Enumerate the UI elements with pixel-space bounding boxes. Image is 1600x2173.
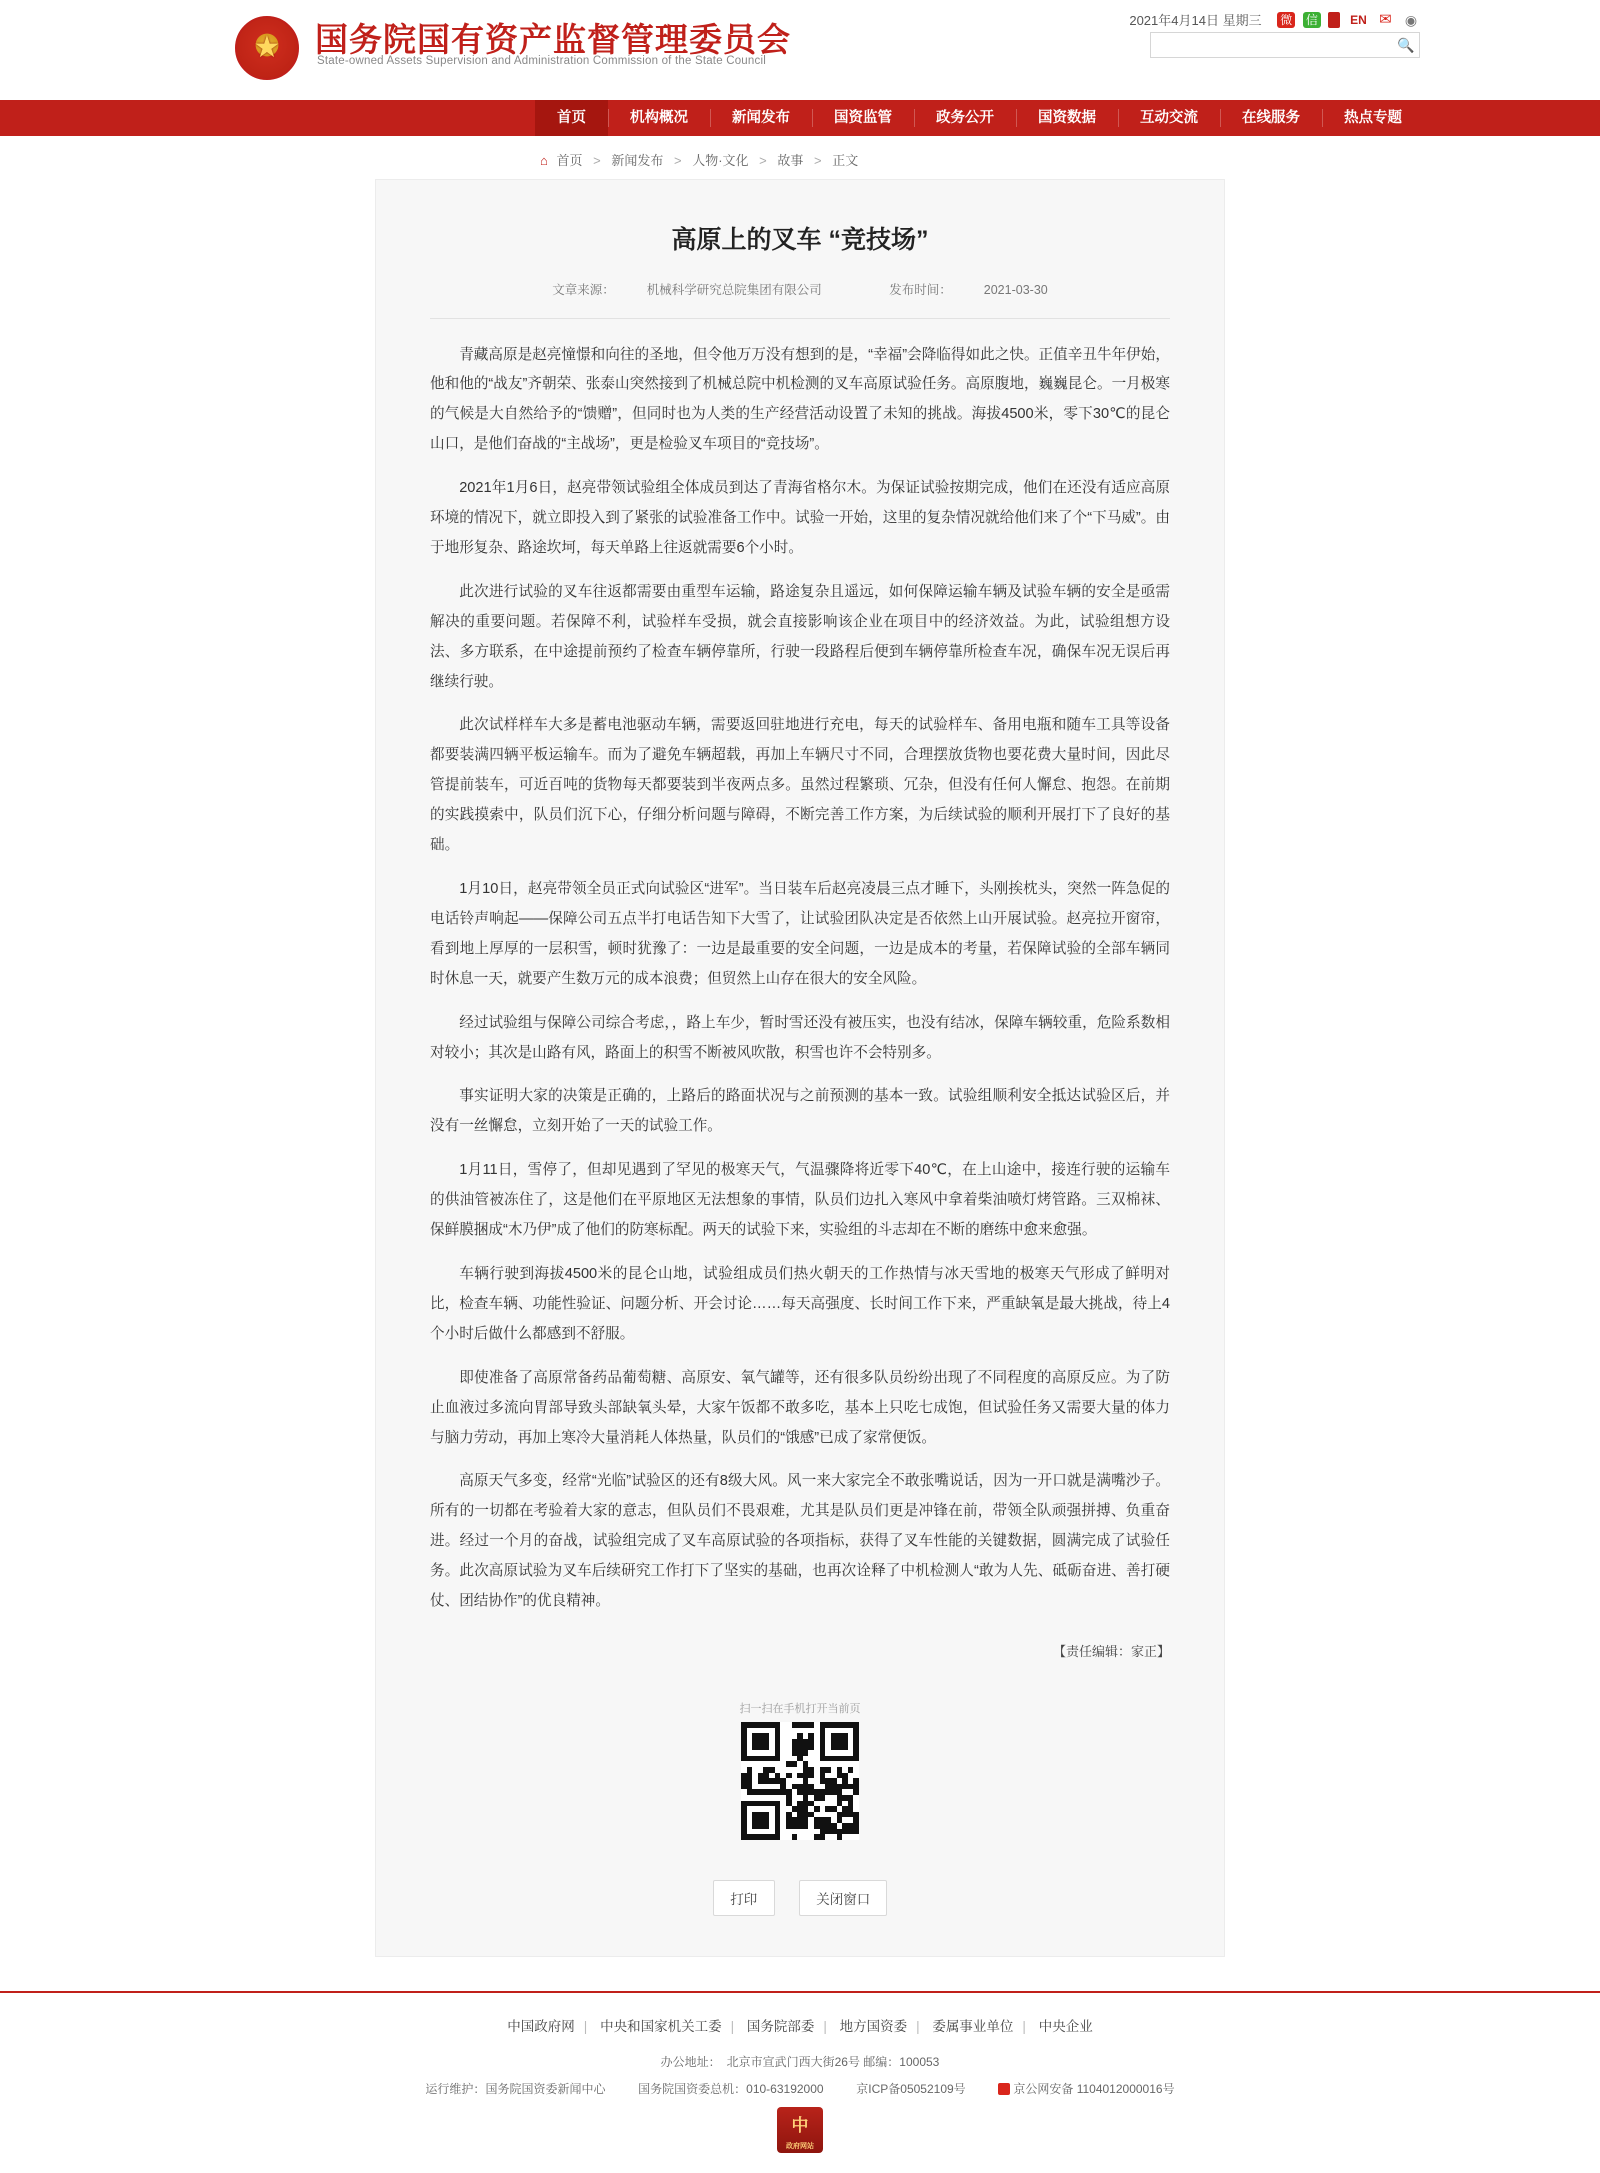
article-paragraph: 此次进行试验的叉车往返都需要由重型车运输，路途复杂且遥远，如何保障运输车辆及试验车辆的安全是亟需解决的重要问题。若保障不利，试验样车受损，就会直接影响该企业在项目中的经济效益。为此，试验组想方设法、多方联系，在中途提前预约了检查车辆停靠所，行驶一段路程后便到车辆停靠所检查车况，确保车况无误后再继续行驶。 bbox=[430, 583, 1170, 690]
footer-maintain-label: 运行维护： bbox=[425, 2081, 486, 2096]
national-emblem-icon: ★ bbox=[235, 16, 299, 80]
footer-link-affiliated-units[interactable]: 委属事业单位 bbox=[932, 2018, 1014, 2034]
article-paragraph: 1月10日，赵亮带领全员正式向试验区“进军”。当日装车后赵亮凌晨三点才睡下，头刚挨枕头，突然一阵急促的电话铃声响起——保障公司五点半打电话告知下大雪了，让试验团队决定是否依然上山开展试验。赵亮拉开窗帘，看到地上厚厚的一层积雪，顿时犹豫了：一边是最重要的安全问题，一边是成本的考量，若保障试验的全部车辆同时休息一天，就要产生数万元的成本浪费；但贸然上山存在很大的安全风险。 bbox=[430, 881, 1170, 987]
article-paragraph: 车辆行驶到海拔4500米的昆仑山地，试验组成员们热火朝天的工作热情与冰天雪地的极寒天气形成了鲜明对比，检查车辆、功能性验证、问题分析、开会讨论……每天高强度、长时间工作下来，严重缺氧是最大挑战，待上4个小时后做什么都感到不舒服。 bbox=[430, 1265, 1170, 1342]
breadcrumb bbox=[180, 136, 1420, 179]
close-window-button[interactable]: 关闭窗口 bbox=[799, 1880, 887, 1916]
article-source bbox=[536, 283, 841, 297]
footer-separator: | bbox=[1022, 2018, 1026, 2034]
home-icon: ⌂ bbox=[540, 153, 548, 168]
language-en-link[interactable]: EN bbox=[1350, 12, 1367, 27]
article-action-buttons bbox=[430, 1880, 1170, 1916]
rss-icon[interactable]: ◉ bbox=[1404, 11, 1418, 28]
footer-separator: | bbox=[730, 2018, 735, 2034]
site-footer bbox=[0, 1991, 1600, 2173]
footer-links bbox=[0, 2015, 1600, 2035]
breadcrumb-item-news[interactable]: 新闻发布 bbox=[611, 153, 664, 168]
nav-item-interaction[interactable]: 互动交流 bbox=[1118, 100, 1220, 136]
seal-char: 中 bbox=[791, 2115, 809, 2135]
footer-link-central-organs[interactable]: 中央和国家机关工委 bbox=[600, 2018, 722, 2034]
footer-link-gov[interactable]: 中国政府网 bbox=[507, 2018, 575, 2034]
nav-item-home[interactable]: 首页 bbox=[535, 100, 608, 136]
article-publish-date bbox=[873, 283, 1063, 297]
gov-website-seal-icon bbox=[777, 2107, 823, 2153]
article-date-label: 发布时间： bbox=[889, 282, 952, 297]
footer-link-central-enterprises[interactable]: 中央企业 bbox=[1038, 2018, 1093, 2034]
header-icon-group bbox=[1273, 11, 1420, 28]
nav-item-online-services[interactable]: 在线服务 bbox=[1220, 100, 1322, 136]
article-card bbox=[375, 179, 1225, 1957]
footer-switchboard-label: 国务院国资委总机： bbox=[638, 2081, 747, 2096]
police-badge-icon bbox=[998, 2083, 1010, 2095]
footer-link-ministries[interactable]: 国务院部委 bbox=[746, 2018, 815, 2034]
search-input[interactable] bbox=[1151, 33, 1387, 57]
footer-switchboard-value: 010-63192000 bbox=[746, 2081, 824, 2096]
breadcrumb-item-home[interactable]: 首页 bbox=[556, 153, 583, 168]
article-body bbox=[430, 319, 1170, 1617]
nav-item-hot-topics[interactable]: 热点专题 bbox=[1322, 100, 1424, 136]
footer-address: 办公地址： 北京市宣武门西大街26号 邮编：100053 bbox=[660, 2054, 940, 2069]
page-title: 高原上的叉车 “竞技场” bbox=[671, 226, 929, 254]
breadcrumb-item-stories[interactable]: 故事 bbox=[777, 153, 804, 168]
breadcrumb-item-current: 正文 bbox=[832, 153, 859, 168]
footer-police-record[interactable]: 京公网安备 1104012000016号 bbox=[1013, 2081, 1175, 2096]
page-content bbox=[180, 179, 1420, 1957]
footer-separator: | bbox=[823, 2018, 827, 2034]
footer-link-local-sasac[interactable]: 地方国资委 bbox=[839, 2018, 908, 2034]
article-paragraph: 此次试样样车大多是蓄电池驱动车辆，需要返回驻地进行充电，每天的试验样车、备用电瓶和随车工具等设备都要装满四辆平板运输车。而为了避免车辆超载，再加上车辆尺寸不同，合理摆放货物也要花费大量时间，因此尽管提前装车，可近百吨的货物每天都要装到半夜两点多。虽然过程繁琐、冗杂，但没有任何人懈怠、抱怨。在前期的实践摸索中，队员们沉下心，仔细分析问题与障碍，不断完善工作方案，为后续试验的顺利开展打下了良好的基础。 bbox=[430, 717, 1170, 854]
nav-item-news[interactable]: 新闻发布 bbox=[710, 100, 812, 136]
footer-icp[interactable]: 京ICP备05052109号 bbox=[856, 2081, 966, 2096]
site-title: 国务院国有资产监督管理委员会 bbox=[315, 21, 791, 58]
breadcrumb-separator: > bbox=[814, 153, 822, 168]
article-editor: 【责任编辑：家正】 bbox=[1052, 1643, 1170, 1659]
breadcrumb-separator: > bbox=[759, 153, 767, 168]
article-paragraph: 经过试验组与保障公司综合考虑，，路上车少，暂时雪还没有被压实，也没有结冰，保障车辆较重，危险系数相对较小；其次是山路有风，路面上的积雪不断被风吹散，积雪也许不会特别多。 bbox=[430, 1014, 1170, 1061]
article-paragraph: 事实证明大家的决策是正确的，上路后的路面状况与之前预测的基本一致。试验组顺利安全抵达试验区后，并没有一丝懈怠，立刻开始了一天的试验工作。 bbox=[430, 1088, 1170, 1135]
footer-maintain-value: 国务院国资委新闻中心 bbox=[485, 2081, 606, 2096]
seal-subtext: 政府网站 bbox=[786, 2142, 814, 2150]
article-paragraph: 即使准备了高原常备药品葡萄糖、高原安、氧气罐等，还有很多队员纷纷出现了不同程度的高原反应。为了防止血液过多流向胃部导致头部缺氧头晕，大家午饭都不敢多吃，基本上只吃七成饱，但试验任务又需要大量的体力与脑力劳动，再加上寒冷大量消耗人体热量，队员们的“饿感”已成了家常便饭。 bbox=[430, 1369, 1170, 1446]
breadcrumb-item-people-culture[interactable]: 人物·文化 bbox=[692, 153, 749, 168]
footer-separator: | bbox=[583, 2018, 588, 2034]
site-header bbox=[0, 0, 1600, 100]
article-meta bbox=[430, 280, 1170, 319]
qr-zone bbox=[430, 1700, 1170, 1840]
article-paragraph: 青藏高原是赵亮憧憬和向往的圣地，但令他万万没有想到的是，“幸福”会降临得如此之快。正值辛丑牛年伊始，他和他的“战友”齐朝荣、张泰山突然接到了机械总院中机检测的叉车高原试验任务。高原腹地，巍巍昆仑。一月极寒的气候是大自然给予的“馈赠”，但同时也为人类的生产经营活动设置了未知的挑战。海拔4500米，零下30℃的昆仑山口，是他们奋战的“主战场”，更是检验叉车项目的“竞技场”。 bbox=[430, 346, 1170, 453]
search-box[interactable] bbox=[1150, 32, 1420, 58]
header-topbar bbox=[1080, 10, 1420, 29]
print-button[interactable]: 打印 bbox=[713, 1880, 775, 1916]
wechat-icon[interactable]: 信 bbox=[1303, 12, 1321, 28]
article-source-value: 机械科学研究总院集团有限公司 bbox=[646, 282, 822, 297]
nav-item-supervision[interactable]: 国资监管 bbox=[812, 100, 914, 136]
weibo-icon[interactable]: 微 bbox=[1277, 12, 1295, 28]
mail-icon[interactable]: ✉ bbox=[1379, 10, 1392, 28]
footer-separator: | bbox=[916, 2018, 920, 2034]
nav-item-data[interactable]: 国资数据 bbox=[1016, 100, 1118, 136]
current-date: 2021年4月14日 星期三 bbox=[1129, 13, 1262, 28]
footer-meta-line bbox=[0, 2080, 1600, 2097]
mobile-icon[interactable] bbox=[1328, 12, 1340, 28]
breadcrumb-separator: > bbox=[673, 153, 682, 168]
nav-item-organization[interactable]: 机构概况 bbox=[608, 100, 710, 136]
qr-tip-text: 扫一扫在手机打开当前页 bbox=[739, 1702, 861, 1715]
article-source-label: 文章来源： bbox=[552, 282, 615, 297]
article-date-value: 2021-03-30 bbox=[983, 282, 1048, 297]
article-paragraph: 2021年1月6日，赵亮带领试验组全体成员到达了青海省格尔木。为保证试验按期完成，他们在还没有适应高原环境的情况下，就立即投入到了紧张的试验准备工作中。试验一开始，这里的复杂情况就给他们来了个“下马威”。由于地形复杂、路途坎坷，每天单路上往返就需要6个小时。 bbox=[430, 480, 1170, 556]
article-paragraph: 1月11日，雪停了，但却见遇到了罕见的极寒天气，气温骤降将近零下40℃，在上山途中，接连行驶的运输车的供油管被冻住了，这是他们在平原地区无法想象的事情，队员们边扎入寒风中拿着柴油喷灯烤管路。三双棉袜、保鲜膜捆成“木乃伊”成了他们的防寒标配。两天的试验下来，实验组的斗志却在不断的磨练中愈来愈强。 bbox=[430, 1162, 1170, 1239]
breadcrumb-separator: > bbox=[593, 153, 601, 168]
search-icon[interactable]: 🔍 bbox=[1397, 37, 1415, 53]
qr-code-image bbox=[741, 1722, 859, 1840]
article-paragraph: 高原天气多变，经常“光临”试验区的还有8级大风。风一来大家完全不敢张嘴说话，因为一开口就是满嘴沙子。所有的一切都在考验着大家的意志，但队员们不畏艰难，尤其是队员们更是冲锋在前，带领全队顽强拼搏、负重奋进。经过一个月的奋战，试验组完成了叉车高原试验的各项指标，获得了叉车性能的关键数据，圆满完成了试验任务。此次高原试验为叉车后续研究工作打下了坚实的基础，也再次诠释了中机检测人“敢为人先、砥砺奋进、善打硬仗、团结协作”的优良精神。 bbox=[430, 1473, 1170, 1610]
site-subtitle: State-owned Assets Supervision and Administration Commission of the State Council bbox=[317, 55, 766, 67]
main-nav bbox=[0, 100, 1600, 136]
nav-item-government-affairs[interactable]: 政务公开 bbox=[914, 100, 1016, 136]
